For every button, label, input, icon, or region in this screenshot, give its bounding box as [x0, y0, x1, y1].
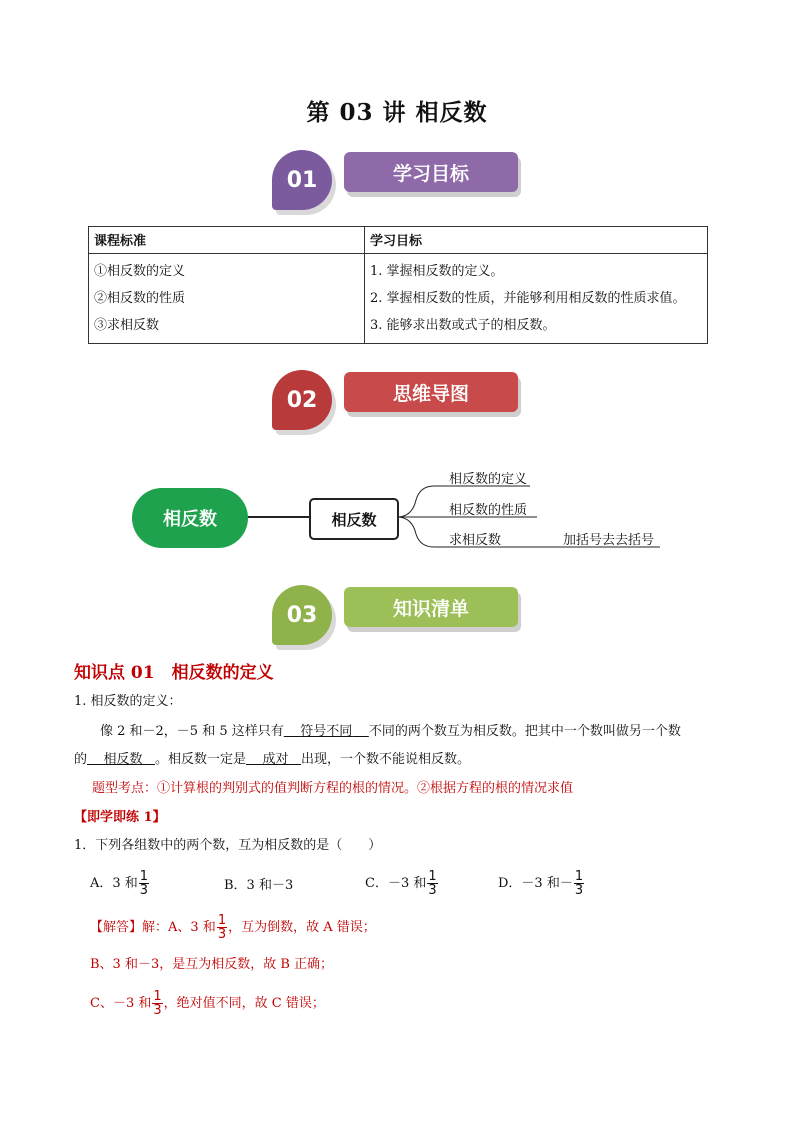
- answer-line-c: C、－3 和 $\frac{1}{3}$ ，绝对值不同，故 C 错误；: [90, 989, 325, 1018]
- mindmap-branch-property: 相反数的性质: [449, 503, 528, 518]
- answer-line-b: B、3 和－3，是互为相反数，故 B 正确；: [90, 957, 334, 972]
- blank-answer: 相反数: [103, 752, 143, 767]
- section-label: 思维导图: [344, 372, 518, 412]
- section-number: 01: [272, 150, 332, 210]
- answer-line-a: 【解答】解：A、3 和 $\frac{1}{3}$ ，互为倒数，故 A 错误；: [90, 913, 376, 942]
- definition-line-1: 像 2 和－2，－5 和 5 这样只有 符号不同 不同的两个数互为相反数。把其中一个数叫做另一个数: [100, 724, 681, 739]
- table-header-goal: 学习目标: [365, 227, 708, 254]
- page-title: 第 03 讲 相反数: [306, 99, 488, 126]
- standard-item: ③求相反数: [94, 318, 160, 333]
- goal-item: 1. 掌握相反数的定义。: [370, 264, 504, 279]
- option-c: C．－3 和 $\frac{1}{3}$: [365, 869, 437, 898]
- question-text: 1．下列各组数中的两个数，互为相反数的是（ ）: [74, 838, 382, 853]
- section-number: 03: [272, 585, 332, 645]
- fraction: $\frac{1}{3}$: [153, 989, 162, 1018]
- goal-item: 2. 掌握相反数的性质，并能够利用相反数的性质求值。: [370, 291, 686, 306]
- standard-item: ②相反数的性质: [94, 291, 186, 306]
- fraction: $\frac{1}{3}$: [139, 869, 149, 898]
- blank-answer: 成对: [262, 752, 289, 767]
- fraction: $\frac{1}{3}$: [217, 913, 227, 942]
- standard-item: ①相反数的定义: [94, 264, 186, 279]
- definition-line-2: 的 相反数 。相反数一定是 成对 出现，一个数不能说相反数。: [74, 752, 470, 767]
- blank-answer: 符号不同: [300, 724, 353, 739]
- section-badge-03: [272, 585, 542, 655]
- section-label: 学习目标: [344, 152, 518, 192]
- practice-heading: 【即学即练 1】: [74, 810, 166, 825]
- fraction: $\frac{1}{3}$: [574, 869, 584, 898]
- option-d: D．－3 和－ $\frac{1}{3}$: [498, 869, 584, 898]
- mindmap-root-node: 相反数: [132, 488, 248, 548]
- goal-item: 3. 能够求出数或式子的相反数。: [370, 318, 556, 333]
- exam-point: 题型考点：①计算根的判别式的值判断方程的根的情况。②根据方程的根的情况求值: [92, 781, 574, 796]
- option-b: B．3 和－3: [224, 878, 294, 893]
- option-a: A．3 和 $\frac{1}{3}$: [90, 869, 149, 898]
- section-label: 知识清单: [344, 587, 518, 627]
- mindmap-branch-find: 求相反数: [449, 533, 502, 548]
- section-number: 02: [272, 370, 332, 430]
- fraction: $\frac{1}{3}$: [428, 869, 437, 898]
- mindmap-branch-definition: 相反数的定义: [449, 472, 528, 487]
- item-heading: 1. 相反数的定义：: [74, 694, 182, 709]
- knowledge-point-title: 知识点 01 相反数的定义: [74, 663, 274, 683]
- mindmap-center-node: 相反数: [309, 498, 399, 540]
- table-header-standard: 课程标准: [89, 227, 365, 254]
- mindmap-sub-branch: 加括号去去括号: [563, 533, 655, 548]
